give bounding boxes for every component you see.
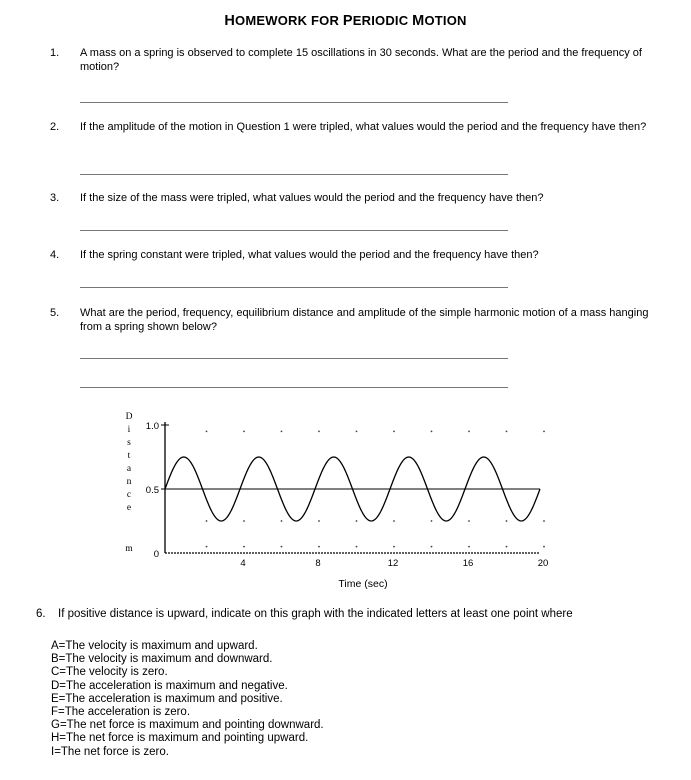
- x-axis-label: Time (sec): [338, 578, 388, 590]
- grid-dot: [393, 546, 395, 548]
- y-axis-label-letter: s: [127, 438, 131, 448]
- letter-definition-a: A=The velocity is maximum and upward.: [51, 640, 258, 652]
- x-tick-label: 16: [462, 558, 474, 569]
- letter-definition-d: D=The acceleration is maximum and negative.: [51, 679, 288, 692]
- answer-line[interactable]: [80, 287, 508, 288]
- grid-dot: [506, 546, 508, 548]
- grid-dot: [431, 431, 433, 433]
- x-tick-label: 8: [315, 558, 321, 569]
- grid-dot: [356, 520, 358, 522]
- grid-dot: [318, 520, 320, 522]
- x-tick-label: 20: [537, 558, 549, 569]
- question-text: If positive distance is upward, indicate on this graph with the indicated letters at least one point where: [58, 608, 573, 620]
- grid-dot: [506, 520, 508, 522]
- grid-dot: [356, 546, 358, 548]
- answer-line[interactable]: [80, 174, 508, 175]
- y-tick-label: 1.0: [145, 421, 159, 432]
- x-tick-label: 12: [387, 558, 399, 569]
- distance-time-graph[interactable]: [110, 405, 550, 595]
- letter-definition-h: H=The net force is maximum and pointing upward.: [51, 732, 309, 745]
- letter-definition-b: B=The velocity is maximum and downward.: [51, 653, 273, 666]
- question-number: 2.: [50, 121, 60, 133]
- grid-dot: [318, 431, 320, 433]
- grid-dot: [243, 431, 245, 433]
- grid-dot: [281, 520, 283, 522]
- y-axis-label-letter: D: [125, 412, 133, 422]
- question-number: 1.: [50, 47, 60, 59]
- grid-dot: [431, 520, 433, 522]
- x-tick-label: 4: [240, 558, 246, 569]
- y-axis-label-letter: c: [126, 490, 132, 500]
- grid-dot: [506, 431, 508, 433]
- answer-line[interactable]: [80, 358, 508, 359]
- grid-dot: [543, 431, 545, 433]
- letter-definition-i: I=The net force is zero.: [51, 745, 169, 758]
- question-text: If the amplitude of the motion in Question 1 were tripled, what values would the period and the frequency have then?: [80, 121, 647, 133]
- question-number: 3.: [50, 192, 60, 204]
- y-tick-label: 0.5: [145, 485, 159, 496]
- answer-line[interactable]: [80, 230, 508, 231]
- letter-definition-c: C=The velocity is zero.: [51, 666, 168, 679]
- question-text: A mass on a spring is observed to complete 15 oscillations in 30 seconds. What are the period and the frequency of motion?: [80, 47, 642, 73]
- grid-dot: [543, 520, 545, 522]
- answer-line[interactable]: [80, 102, 508, 103]
- grid-dot: [206, 546, 208, 548]
- grid-dot: [356, 431, 358, 433]
- grid-dot: [206, 431, 208, 433]
- letter-definitions: [51, 640, 324, 759]
- grid-dot: [431, 546, 433, 548]
- y-axis-label-letter: t: [127, 451, 131, 461]
- page-title: HOMEWORK FOR PERIODIC MOTION: [224, 13, 467, 29]
- grid-dot: [393, 520, 395, 522]
- grid-dot: [206, 520, 208, 522]
- grid-dot: [468, 431, 470, 433]
- y-axis-label-letter: i: [127, 425, 131, 435]
- grid-dot: [318, 546, 320, 548]
- grid-dot: [281, 431, 283, 433]
- y-axis-label-letter: m: [125, 544, 133, 554]
- question-number: 5.: [50, 307, 60, 319]
- grid-dot: [243, 546, 245, 548]
- y-axis-label-letter: n: [126, 477, 132, 487]
- grid-dot: [243, 520, 245, 522]
- question-number: 4.: [50, 249, 60, 261]
- y-axis-label-letter: e: [126, 503, 132, 513]
- question-text: If the size of the mass were tripled, what values would the period and the frequency have then?: [80, 192, 544, 204]
- letter-definition-f: F=The acceleration is zero.: [51, 706, 191, 719]
- y-axis-label-letter: a: [126, 464, 132, 474]
- grid-dot: [543, 546, 545, 548]
- letter-definition-g: G=The net force is maximum and pointing downward.: [51, 719, 324, 732]
- question-text: What are the period, frequency, equilibrium distance and amplitude of the simple harmonic motion of a mass hanging from a spring shown below?: [80, 307, 649, 333]
- grid-dot: [468, 520, 470, 522]
- grid-dot: [468, 546, 470, 548]
- answer-line[interactable]: [80, 387, 508, 388]
- y-tick-label: 0: [153, 549, 159, 560]
- question-text: If the spring constant were tripled, what values would the period and the frequency have then?: [80, 249, 539, 261]
- grid-dot: [281, 546, 283, 548]
- grid-dot: [393, 431, 395, 433]
- letter-definition-e: E=The acceleration is maximum and positive.: [51, 692, 283, 705]
- question-number: 6.: [36, 608, 46, 620]
